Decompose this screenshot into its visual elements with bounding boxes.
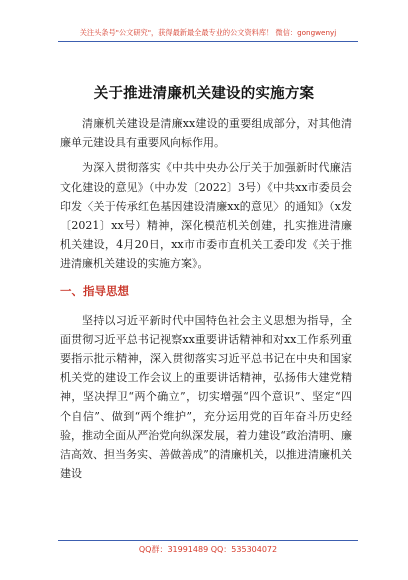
guiding-ideology-paragraph: 坚持以习近平新时代中国特色社会主义思想为指导，全面贯彻习近平总书记视察xx重要讲话精神和对xx工作系列重要指示批示精神，深入贯彻落实习近平总书记在中央和国家机关党的建设工作会议上的重要讲话精神，弘扬伟大建党精神，坚决捍卫“两个确立”，切实增强“四个意识”、坚定“四个自信”、做到“两个维护”，充分运用党的百年奋斗历史经验，推动全面从严治党向纵深发展，着力建设“政治清明、廉洁高效、担当务实、善做善成”的清廉机关，以推进清廉机关建设: [60, 313, 352, 481]
header-divider: [58, 41, 358, 42]
header-banner: 关注头条号"公文研究"，获得最新最全最专业的公文资料库！ 微信：gongwenyj: [79, 28, 337, 37]
document-body: [60, 114, 352, 489]
section-heading-guiding-ideology: 一、指导思想: [60, 283, 129, 298]
footer-divider: [58, 540, 358, 541]
intro-paragraph: 清廉机关建设是清廉xx建设的重要组成部分，对其他清廉单元建设具有重要风向标作用。: [60, 117, 352, 150]
footer-contact: QQ群：31991489 QQ：535304072: [138, 545, 278, 554]
background-paragraph: 为深入贯彻落实《中共中央办公厅关于加强新时代廉洁文化建设的意见》（中办发〔2022〕3号）《中共xx市委员会印发〈关于传承红色基因建设清廉xx的意见〉的通知》（x发〔2021〕xx号）精神，深化模范机关创建，扎实推进清廉机关建设，4月20日，xx市市委市直机关工委印发《关于推进清廉机关建设的实施方案》。: [60, 161, 352, 271]
document-title: 关于推进清廉机关建设的实施方案: [93, 86, 315, 102]
